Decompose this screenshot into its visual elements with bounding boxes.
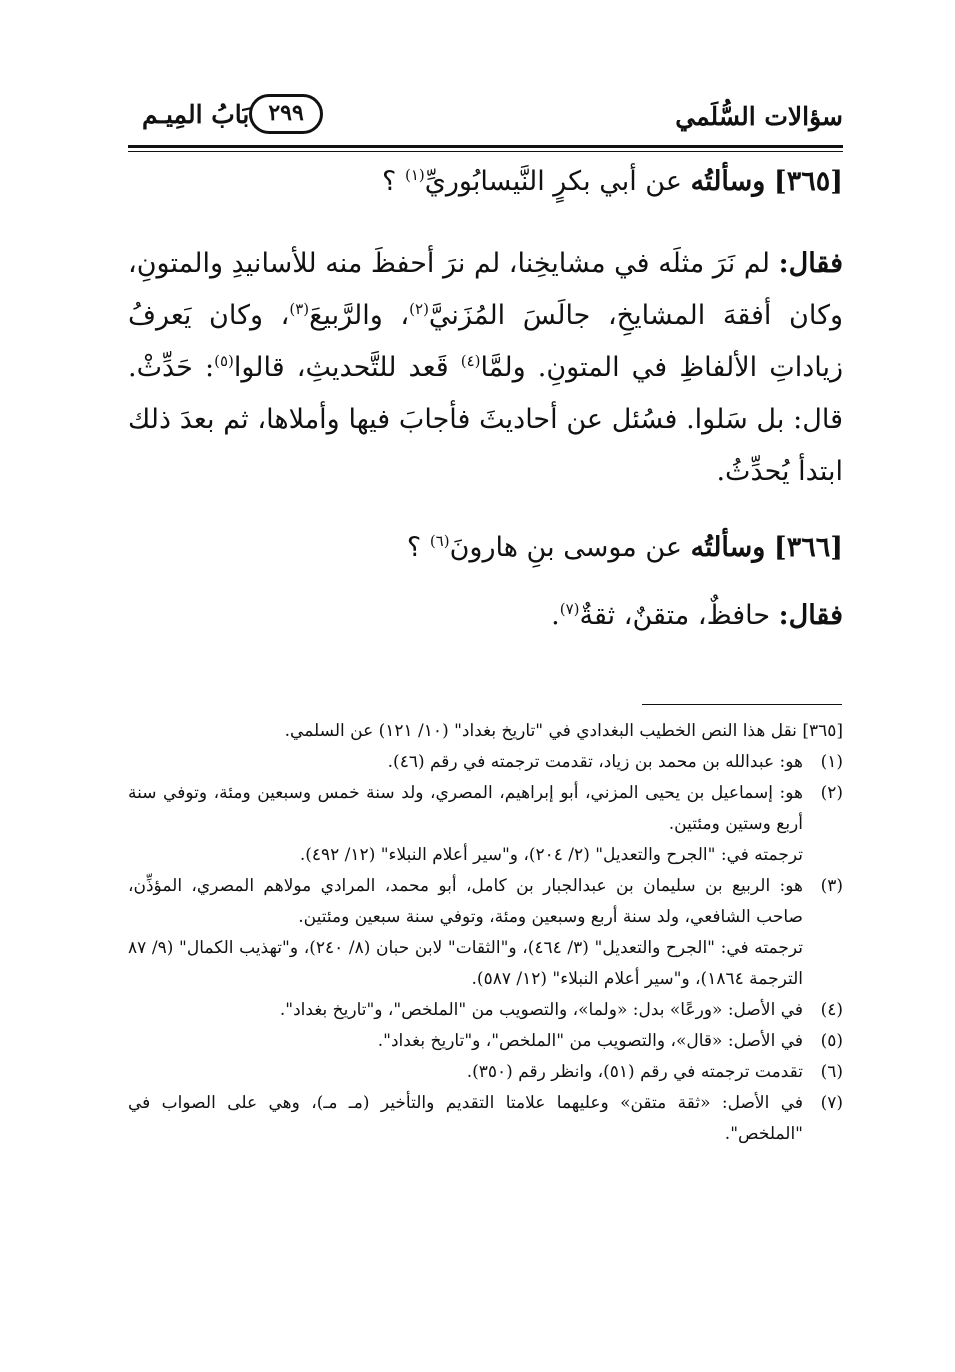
footnote-item [128, 1026, 843, 1057]
answer-text: ، وكان يَعرفُ زياداتِ الألفاظِ في المتونِ. ولمَّا [128, 300, 844, 383]
footnote-ref[interactable]: (٢) [409, 300, 429, 318]
footnote-item [128, 778, 843, 871]
entry-365-question [128, 160, 843, 204]
footnote-text: هو: الربيع بن سليمان بن عبدالجبار بن كامل، أبو محمد، المرادي مولاهم المصري، المؤذِّن، صاحب الشافعي، ولد سنة أربع وسبعين ومئة، وتوفي سنة سبعين ومئتين. [128, 876, 803, 927]
header-rule-thick [128, 145, 843, 148]
footnote-text: هو: إسماعيل بن يحيى المزني، أبو إبراهيم، المصري، ولد سنة خمس وسبعين ومئة، وتوفي سنة أربع وستين ومئتين. [128, 783, 803, 834]
answer-lead: فقال: [778, 248, 843, 279]
footnote-ref[interactable]: (٣) [289, 300, 310, 318]
footnote-item [128, 747, 843, 778]
footnote-text: ترجمته في: "الجرح والتعديل" (٣/ ٤٦٤)، و"الثقات" لابن حبان (٨/ ٢٤٠)، و"تهذيب الكمال" (٩/ ٨٧ الترجمة ١٨٦٤)، و"سير أعلام النبلاء" (١٢/ ٥٨٧). [128, 938, 803, 989]
footnote-marker: (٥) [820, 1031, 843, 1051]
question-lead: وسألتُه [690, 532, 766, 563]
answer-text: : حَدِّثْ. قال: بل سَلوا. فسُئل عن أحاديثَ فأجابَ فيها وأملاها، ثم بعدَ ذلك ابتدأ يُحدِّثُ. [128, 352, 843, 487]
chapter-group [128, 94, 323, 134]
question-mark: ؟ [382, 166, 405, 197]
footnote-marker: (٧) [820, 1093, 843, 1113]
footnotes [128, 716, 843, 1150]
book-title: سؤالات السُّلَمي [675, 102, 843, 131]
footnote-text: في الأصل: «قال»، والتصويب من "الملخص"، و"تاريخ بغداد". [377, 1031, 803, 1051]
footnote-marker: (٤) [820, 1000, 843, 1020]
footnote-marker: (٢) [820, 783, 843, 803]
question-text: عن موسى بنِ هارونَ [449, 532, 682, 563]
footnote-separator [642, 704, 842, 705]
answer-text: حافظٌ، متقنٌ، ثقةٌ [579, 600, 779, 631]
footnote-ref[interactable]: (٤) [460, 352, 481, 370]
answer-text: قَعد للتَّحديثِ، قالوا [233, 352, 461, 383]
question-mark: ؟ [406, 532, 430, 563]
footnote-item [128, 1057, 843, 1088]
footnote-text: ترجمته في: "الجرح والتعديل" (٢/ ٢٠٤)، و"سير أعلام النبلاء" (١٢/ ٤٩٢). [299, 845, 803, 865]
footnote-marker: (٦) [820, 1062, 843, 1082]
footnote-item [128, 995, 843, 1026]
footnote-marker: (١) [820, 752, 843, 772]
page-header [128, 88, 843, 142]
answer-text: ، والرَّبيعَ [309, 300, 410, 331]
footnote-text: هو: عبدالله بن محمد بن زياد، تقدمت ترجمته في رقم (٤٦). [387, 752, 803, 772]
entry-366-question [128, 526, 843, 570]
entry-number: [٣٦٥] [773, 166, 843, 197]
footnote-ref[interactable]: (٦) [429, 532, 450, 550]
footnote-marker: (٣) [820, 876, 843, 896]
footnote-text: تقدمت ترجمته في رقم (٥١)، وانظر رقم (٣٥٠). [466, 1062, 803, 1082]
footnote-text: في الأصل: «ورعًا» بدل: «ولما»، والتصويب من "الملخص"، و"تاريخ بغداد". [279, 1000, 803, 1020]
footnote-ref[interactable]: (٥) [214, 352, 234, 370]
entry-365-answer [128, 238, 843, 498]
source-note: [٣٦٥] نقل هذا النص الخطيب البغدادي في "تاريخ بغداد" (١٠/ ١٢١) عن السلمي. [284, 721, 843, 741]
answer-end: . [551, 600, 560, 631]
question-text: عن أبي بكرٍ النَّيسابُوريِّ [424, 166, 682, 197]
footnote-ref[interactable]: (٧) [559, 600, 580, 618]
footnote-item [128, 1088, 843, 1150]
question-lead: وسألتُه [690, 166, 766, 197]
footnote-item [128, 871, 843, 995]
footnote-ref[interactable]: (١) [404, 166, 425, 184]
entry-number: [٣٦٦] [773, 532, 843, 563]
chapter-title: بَابُ المِيـم [142, 99, 250, 129]
page-number: ٢٩٩ [249, 94, 322, 134]
answer-text: لم نَرَ مثلَه في مشايخِنا، لم نرَ أحفظَ منه للأسانيدِ والمتونِ، وكان أفقهَ المشايخِ، جالَسَ المُزَنيَّ [128, 248, 843, 331]
answer-lead: فقال: [778, 600, 843, 631]
header-rule-thin [128, 151, 843, 152]
entry-366-answer [128, 590, 843, 642]
main-text [128, 160, 843, 642]
footnote-text: في الأصل: «ثقة متقن» وعليهما علامتا التقديم والتأخير (مـ مـ)، وهي على الصواب في "الملخص". [128, 1093, 803, 1144]
